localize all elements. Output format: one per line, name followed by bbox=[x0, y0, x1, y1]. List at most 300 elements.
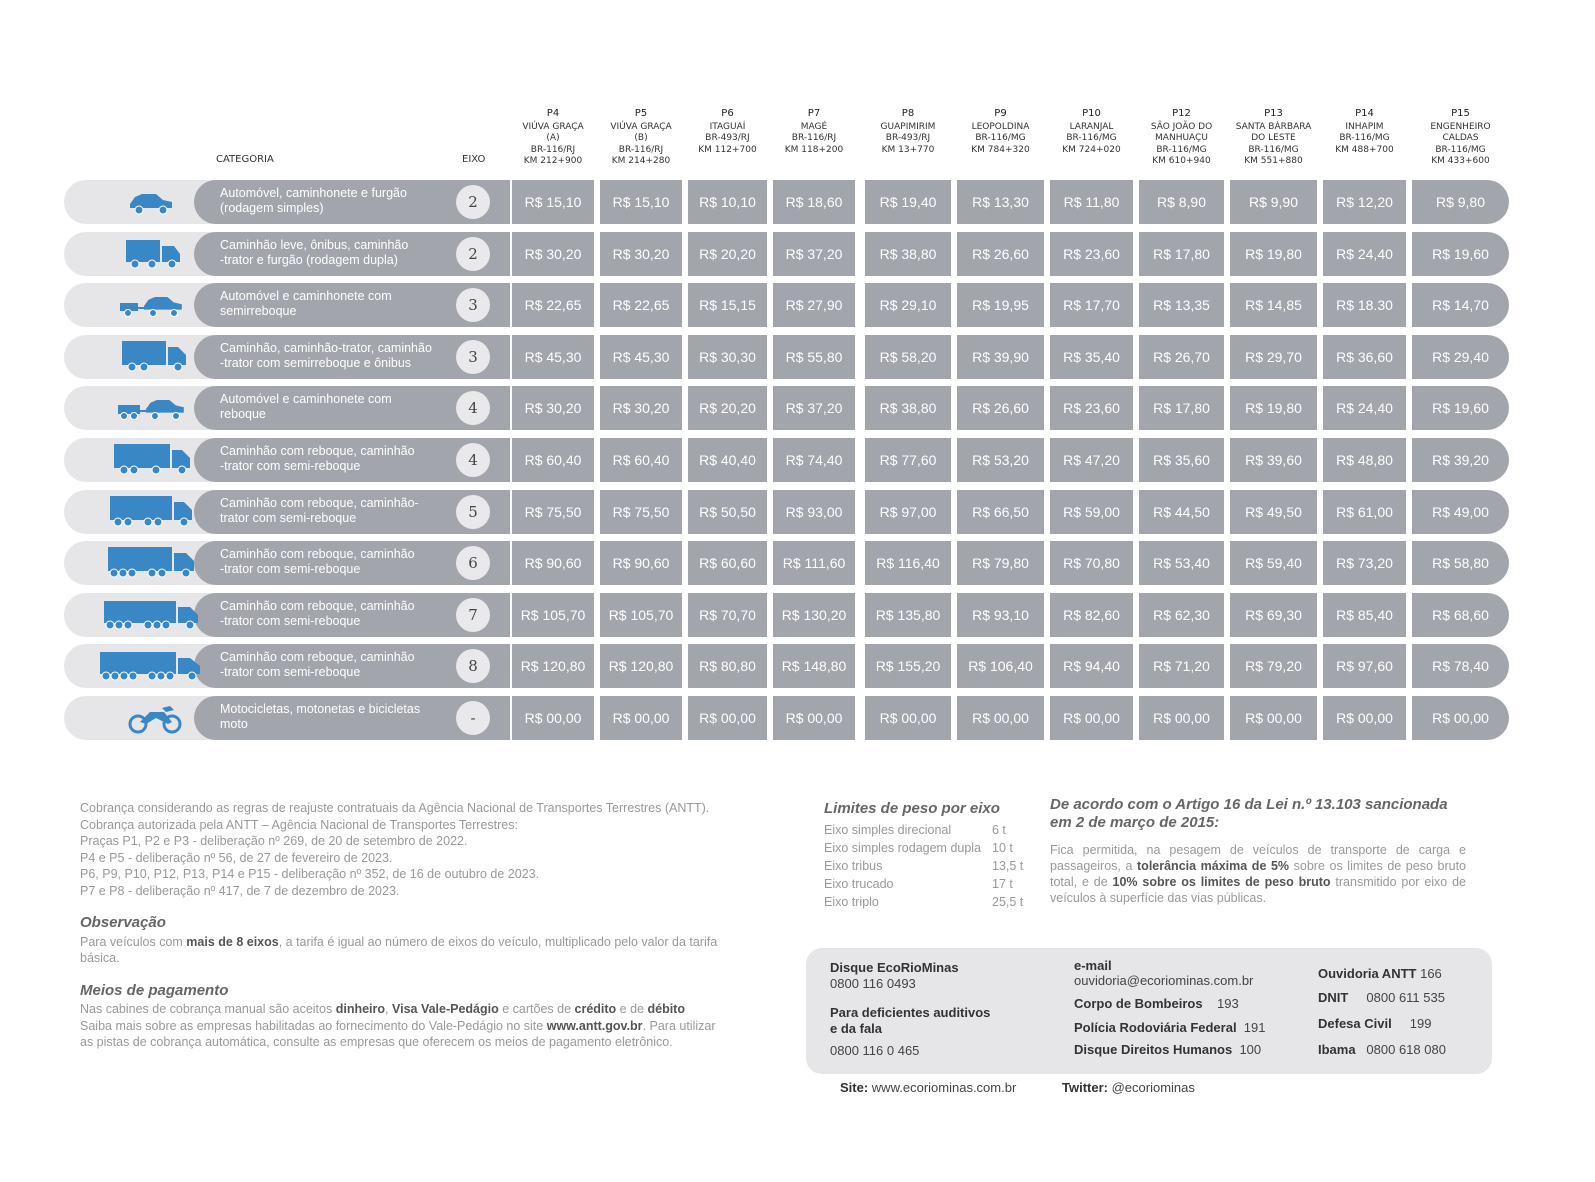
price-cell-p5: R$ 90,60 bbox=[600, 541, 682, 585]
weight-limit-row bbox=[824, 893, 1034, 911]
price-cell-p7: R$ 111,60 bbox=[773, 541, 855, 585]
price-cell-p12: R$ 35,60 bbox=[1139, 438, 1224, 482]
observation-text: Para veículos com mais de 8 eixos, a tarifa é igual ao número de eixos do veículo, multiplicado pelo valor da tarifa básica. bbox=[80, 934, 718, 965]
price-cell-p5: R$ 30,20 bbox=[600, 232, 682, 276]
column-header-p4 bbox=[512, 108, 594, 168]
column-header-p5 bbox=[600, 108, 682, 168]
price-cell-p12: R$ 62,30 bbox=[1139, 593, 1224, 637]
row-category bbox=[220, 392, 450, 422]
table-row bbox=[64, 232, 1539, 276]
toll-code: P9 bbox=[994, 108, 1007, 119]
row-axle-count: 2 bbox=[456, 185, 490, 219]
row-category-line: Motocicletas, motonetas e bicicletas bbox=[220, 702, 421, 716]
column-header-p13 bbox=[1230, 108, 1317, 168]
row-category-line: Automóvel, caminhonete e furgão bbox=[220, 186, 407, 200]
row-category-line: reboque bbox=[220, 407, 266, 422]
table-row bbox=[64, 696, 1539, 740]
price-cell-p10: R$ 00,00 bbox=[1050, 696, 1133, 740]
price-cell-p8: R$ 38,80 bbox=[865, 386, 951, 430]
toll-road: BR-116/RJ bbox=[530, 144, 576, 155]
email-label: e-mail bbox=[1074, 958, 1112, 973]
note-lines bbox=[80, 800, 720, 899]
price-cell-p12: R$ 13,35 bbox=[1139, 283, 1224, 327]
disque-block bbox=[830, 960, 959, 992]
price-cell-p8: R$ 19,40 bbox=[865, 180, 951, 224]
price-cell-p5: R$ 00,00 bbox=[600, 696, 682, 740]
toll-road: BR-493/RJ bbox=[885, 133, 931, 143]
toll-km: KM 551+880 bbox=[1244, 156, 1303, 166]
row-category-line: -trator e furgão (rodagem dupla) bbox=[220, 252, 398, 267]
price-cell-p5: R$ 105,70 bbox=[600, 593, 682, 637]
motorcycle-icon bbox=[90, 702, 200, 734]
table-row bbox=[64, 283, 1539, 327]
price-cell-p15: R$ 78,40 bbox=[1412, 644, 1509, 688]
email-link[interactable]: ouvidoria@ecoriominas.com.br bbox=[1074, 973, 1254, 988]
bombeiros-line: Corpo de Bombeiros 193 bbox=[1074, 996, 1239, 1011]
email-block bbox=[1074, 958, 1253, 988]
payment-title: Meios de pagamento bbox=[80, 981, 229, 999]
truck-7-axle-icon bbox=[90, 599, 200, 631]
price-cell-p15: R$ 9,80 bbox=[1412, 180, 1509, 224]
price-cell-p6: R$ 40,40 bbox=[688, 438, 767, 482]
column-header-p6 bbox=[688, 108, 767, 156]
price-cell-p5: R$ 45,30 bbox=[600, 335, 682, 379]
price-cell-p5: R$ 75,50 bbox=[600, 490, 682, 534]
toll-km: KM 118+200 bbox=[784, 144, 844, 155]
toll-name: SÃO JOÃO DO bbox=[1150, 121, 1213, 132]
toll-km: KM 433+600 bbox=[1431, 156, 1490, 166]
toll-road: BR-493/RJ bbox=[705, 133, 750, 143]
row-axle-count: 3 bbox=[456, 288, 490, 322]
price-cell-p15: R$ 19,60 bbox=[1412, 386, 1509, 430]
price-cell-p10: R$ 11,80 bbox=[1050, 180, 1133, 224]
toll-km: KM 212+900 bbox=[523, 156, 583, 166]
toll-road: BR-116/MG bbox=[975, 133, 1026, 143]
price-cell-p6: R$ 70,70 bbox=[688, 593, 767, 637]
price-cell-p5: R$ 30,20 bbox=[600, 386, 682, 430]
row-category-line: Caminhão com reboque, caminhão bbox=[220, 650, 415, 665]
price-cell-p14: R$ 61,00 bbox=[1323, 490, 1406, 534]
row-axle-count: 4 bbox=[456, 391, 490, 425]
price-cell-p12: R$ 00,00 bbox=[1139, 696, 1224, 740]
toll-code: P5 bbox=[634, 108, 648, 119]
weight-limits-title: Limites de peso por eixo bbox=[824, 800, 1000, 817]
price-cell-p12: R$ 53,40 bbox=[1139, 541, 1224, 585]
row-axle-count: - bbox=[456, 701, 490, 735]
row-category-line: semirreboque bbox=[220, 304, 297, 319]
weight-limit-row bbox=[824, 839, 1034, 857]
car-semitrailer-icon bbox=[90, 289, 200, 321]
price-cell-p8: R$ 116,40 bbox=[865, 541, 951, 585]
price-cell-p10: R$ 94,40 bbox=[1050, 644, 1133, 688]
weight-limit-label: Eixo tribus bbox=[824, 859, 883, 873]
price-cell-p9: R$ 26,60 bbox=[957, 386, 1044, 430]
car-icon bbox=[90, 186, 200, 218]
row-category-line: Caminhão, caminhão-trator, caminhão bbox=[220, 340, 432, 355]
price-cell-p9: R$ 39,90 bbox=[957, 335, 1044, 379]
price-cell-p12: R$ 71,20 bbox=[1139, 644, 1224, 688]
price-cell-p13: R$ 49,50 bbox=[1230, 490, 1317, 534]
price-cell-p7: R$ 37,20 bbox=[773, 386, 855, 430]
site-link[interactable]: www.ecoriominas.com.br bbox=[871, 1080, 1017, 1095]
truck-8-axle-icon bbox=[90, 650, 200, 682]
light-truck-icon bbox=[90, 238, 200, 270]
toll-name: SANTA BÁRBARA bbox=[1235, 121, 1312, 132]
table-row bbox=[64, 541, 1539, 585]
note-line: P4 e P5 - deliberação nº 56, de 27 de fevereiro de 2023. bbox=[80, 850, 393, 865]
column-header-p8 bbox=[865, 108, 951, 156]
column-header-p15 bbox=[1412, 108, 1509, 168]
price-cell-p15: R$ 49,00 bbox=[1412, 490, 1509, 534]
price-cell-p5: R$ 60,40 bbox=[600, 438, 682, 482]
price-cell-p12: R$ 44,50 bbox=[1139, 490, 1224, 534]
price-cell-p15: R$ 19,60 bbox=[1412, 232, 1509, 276]
price-cell-p4: R$ 22,65 bbox=[512, 283, 594, 327]
price-cell-p12: R$ 26,70 bbox=[1139, 335, 1224, 379]
toll-km: KM 784+320 bbox=[971, 144, 1030, 155]
price-cell-p4: R$ 45,30 bbox=[512, 335, 594, 379]
price-cell-p6: R$ 20,20 bbox=[688, 232, 767, 276]
regulation-notes bbox=[80, 800, 720, 1051]
row-category-line: -trator com semirreboque e ônibus bbox=[220, 355, 412, 370]
price-cell-p10: R$ 82,60 bbox=[1050, 593, 1133, 637]
row-axle-count: 4 bbox=[456, 443, 490, 477]
weight-limit-label: Eixo simples rodagem dupla bbox=[824, 841, 982, 855]
toll-km: KM 214+280 bbox=[611, 156, 671, 166]
note-line: P6, P9, P10, P12, P13, P14 e P15 - deliberação nº 352, de 16 de outubro de 2023. bbox=[80, 867, 540, 881]
direitos-humanos-line: Disque Direitos Humanos 100 bbox=[1074, 1042, 1262, 1057]
antt-line: Ouvidoria ANTT 166 bbox=[1318, 966, 1442, 981]
toll-km: KM 13+770 bbox=[881, 144, 935, 155]
price-cell-p9: R$ 13,30 bbox=[957, 180, 1044, 224]
header-categoria: CATEGORIA bbox=[216, 154, 274, 165]
toll-road: BR-116/MG bbox=[1339, 133, 1390, 143]
contact-box bbox=[806, 948, 1492, 1074]
toll-road: BR-116/MG bbox=[1435, 144, 1486, 155]
prf-line: Polícia Rodoviária Federal 191 bbox=[1074, 1020, 1266, 1035]
row-category-line: Caminhão leve, ônibus, caminhão bbox=[220, 237, 409, 252]
price-cell-p13: R$ 69,30 bbox=[1230, 593, 1317, 637]
note-line: P7 e P8 - deliberação nº 417, de 7 de dezembro de 2023. bbox=[80, 883, 400, 898]
price-cell-p7: R$ 55,80 bbox=[773, 335, 855, 379]
dnit-line: DNIT 0800 611 535 bbox=[1318, 990, 1445, 1005]
price-cell-p4: R$ 30,20 bbox=[512, 232, 594, 276]
price-cell-p6: R$ 00,00 bbox=[688, 696, 767, 740]
toll-code: P10 bbox=[1082, 108, 1101, 119]
weight-limit-value: 25,5 t bbox=[992, 895, 1024, 909]
toll-name: (B) bbox=[634, 133, 648, 143]
price-cell-p8: R$ 29,10 bbox=[865, 283, 951, 327]
weight-limit-value: 10 t bbox=[992, 841, 1013, 855]
deaf-phone: 0800 116 0 465 bbox=[830, 1043, 920, 1058]
toll-km: KM 724+020 bbox=[1062, 144, 1121, 155]
column-header-p10 bbox=[1050, 108, 1133, 156]
toll-code: P12 bbox=[1172, 108, 1191, 119]
price-cell-p10: R$ 35,40 bbox=[1050, 335, 1133, 379]
truck-4-axle-icon bbox=[90, 444, 200, 476]
row-category-line: (rodagem simples) bbox=[220, 201, 324, 215]
price-cell-p8: R$ 38,80 bbox=[865, 232, 951, 276]
ibama-line: Ibama 0800 618 080 bbox=[1318, 1042, 1446, 1057]
price-cell-p7: R$ 74,40 bbox=[773, 438, 855, 482]
truck-icon bbox=[90, 341, 200, 373]
price-cell-p14: R$ 85,40 bbox=[1323, 593, 1406, 637]
price-cell-p14: R$ 24,40 bbox=[1323, 232, 1406, 276]
price-cell-p13: R$ 19,80 bbox=[1230, 386, 1317, 430]
row-category-line: Caminhão com reboque, caminhão bbox=[220, 598, 415, 613]
price-cell-p8: R$ 155,20 bbox=[865, 644, 951, 688]
price-cell-p13: R$ 9,90 bbox=[1230, 180, 1317, 224]
price-cell-p15: R$ 39,20 bbox=[1412, 438, 1509, 482]
disque-phone: 0800 116 0493 bbox=[830, 976, 916, 991]
price-cell-p6: R$ 80,80 bbox=[688, 644, 767, 688]
law-text: Fica permitida, na pesagem de veículos de transporte de carga e passageiros, a tolerância máxima de 5% sobre os limites de peso bruto total, e de 10% sobre os limites de peso bruto transmitido por eixo de veículos à superfície das vias públicas. bbox=[1050, 843, 1466, 905]
price-cell-p9: R$ 79,80 bbox=[957, 541, 1044, 585]
column-header-p12 bbox=[1139, 108, 1224, 168]
toll-name: MAGÉ bbox=[800, 121, 828, 132]
price-cell-p13: R$ 19,80 bbox=[1230, 232, 1317, 276]
row-category-line: trator com semi-reboque bbox=[220, 510, 357, 525]
price-cell-p13: R$ 79,20 bbox=[1230, 644, 1317, 688]
table-row bbox=[64, 490, 1539, 534]
row-category-line: Caminhão com reboque, caminhão- bbox=[220, 495, 419, 510]
price-cell-p9: R$ 00,00 bbox=[957, 696, 1044, 740]
toll-code: P15 bbox=[1451, 108, 1470, 119]
price-cell-p10: R$ 23,60 bbox=[1050, 386, 1133, 430]
row-category bbox=[220, 547, 450, 577]
weight-limits-list bbox=[824, 821, 1034, 911]
column-header-p9 bbox=[957, 108, 1044, 156]
price-cell-p5: R$ 22,65 bbox=[600, 283, 682, 327]
price-cell-p7: R$ 27,90 bbox=[773, 283, 855, 327]
toll-code: P14 bbox=[1355, 108, 1374, 119]
row-category-line: -trator com semi-reboque bbox=[220, 613, 361, 628]
weight-limit-row bbox=[824, 875, 1034, 893]
price-cell-p13: R$ 39,60 bbox=[1230, 438, 1317, 482]
price-cell-p7: R$ 148,80 bbox=[773, 644, 855, 688]
toll-name: ITAGUAÍ bbox=[709, 121, 746, 132]
price-cell-p6: R$ 30,30 bbox=[688, 335, 767, 379]
weight-limit-label: Eixo trucado bbox=[824, 877, 894, 891]
price-cell-p15: R$ 58,80 bbox=[1412, 541, 1509, 585]
price-cell-p10: R$ 17,70 bbox=[1050, 283, 1133, 327]
price-cell-p9: R$ 93,10 bbox=[957, 593, 1044, 637]
price-cell-p14: R$ 97,60 bbox=[1323, 644, 1406, 688]
toll-km: KM 610+940 bbox=[1152, 156, 1211, 166]
price-cell-p8: R$ 135,80 bbox=[865, 593, 951, 637]
payment-text: Nas cabines de cobrança manual são aceitos dinheiro, Visa Vale-Pedágio e cartões de crédito e de débito Saiba mais sobre as empresas habilitadas ao fornecimento do Vale-Pedágio no site www.antt.gov.br. Para utilizar as pistas de cobrança automática, consulte as empresas que oferecem os meios de pagamento eletrônico. bbox=[80, 1002, 716, 1049]
price-cell-p10: R$ 23,60 bbox=[1050, 232, 1133, 276]
note-line: Cobrança autorizada pela ANTT – Agência Nacional de Transportes Terrestres: bbox=[80, 817, 518, 832]
price-cell-p14: R$ 00,00 bbox=[1323, 696, 1406, 740]
price-cell-p14: R$ 24,40 bbox=[1323, 386, 1406, 430]
price-cell-p15: R$ 68,60 bbox=[1412, 593, 1509, 637]
price-cell-p4: R$ 120,80 bbox=[512, 644, 594, 688]
row-category bbox=[220, 496, 450, 526]
weight-limit-value: 13,5 t bbox=[992, 859, 1024, 873]
price-cell-p10: R$ 47,20 bbox=[1050, 438, 1133, 482]
car-trailer-icon bbox=[90, 392, 200, 424]
column-header-p14 bbox=[1323, 108, 1406, 156]
price-cell-p7: R$ 00,00 bbox=[773, 696, 855, 740]
row-category-line: -trator com semi-reboque bbox=[220, 562, 361, 577]
price-cell-p13: R$ 29,70 bbox=[1230, 335, 1317, 379]
price-cell-p12: R$ 17,80 bbox=[1139, 232, 1224, 276]
price-cell-p4: R$ 75,50 bbox=[512, 490, 594, 534]
toll-name: MANHUAÇU bbox=[1155, 133, 1208, 143]
toll-road: BR-116/RJ bbox=[791, 133, 837, 143]
table-row bbox=[64, 593, 1539, 637]
price-cell-p10: R$ 59,00 bbox=[1050, 490, 1133, 534]
toll-road: BR-116/MG bbox=[1156, 144, 1207, 155]
deaf-label-1: Para deficientes auditivos bbox=[830, 1005, 991, 1020]
price-cell-p5: R$ 120,80 bbox=[600, 644, 682, 688]
row-category bbox=[220, 444, 450, 474]
price-cell-p10: R$ 70,80 bbox=[1050, 541, 1133, 585]
row-category-line: Caminhão com reboque, caminhão bbox=[220, 547, 415, 562]
column-header-p7 bbox=[773, 108, 855, 156]
toll-name: DO LESTE bbox=[1251, 133, 1296, 143]
toll-km: KM 112+700 bbox=[698, 144, 757, 155]
row-category-line: Automóvel e caminhonete com bbox=[220, 289, 392, 304]
row-category-line: moto bbox=[220, 717, 248, 731]
price-cell-p9: R$ 19,95 bbox=[957, 283, 1044, 327]
price-cell-p14: R$ 18.30 bbox=[1323, 283, 1406, 327]
table-row bbox=[64, 386, 1539, 430]
price-cell-p9: R$ 106,40 bbox=[957, 644, 1044, 688]
law-notice bbox=[1050, 796, 1466, 906]
price-cell-p6: R$ 15,15 bbox=[688, 283, 767, 327]
toll-road: BR-116/MG bbox=[1248, 144, 1299, 155]
weight-limit-value: 6 t bbox=[992, 823, 1006, 837]
price-cell-p13: R$ 59,40 bbox=[1230, 541, 1317, 585]
observation-title: Observação bbox=[80, 914, 166, 931]
price-cell-p8: R$ 58,20 bbox=[865, 335, 951, 379]
row-axle-count: 5 bbox=[456, 495, 490, 529]
toll-name: VIÚVA GRAÇA bbox=[610, 121, 672, 132]
row-category bbox=[220, 289, 450, 319]
toll-code: P7 bbox=[807, 108, 821, 119]
toll-name: GUAPIMIRIM bbox=[880, 121, 936, 132]
price-cell-p4: R$ 15,10 bbox=[512, 180, 594, 224]
price-cell-p9: R$ 66,50 bbox=[957, 490, 1044, 534]
toll-name: (A) bbox=[546, 133, 560, 143]
price-cell-p13: R$ 00,00 bbox=[1230, 696, 1317, 740]
toll-km: KM 488+700 bbox=[1335, 144, 1394, 155]
price-cell-p6: R$ 60,60 bbox=[688, 541, 767, 585]
price-cell-p7: R$ 130,20 bbox=[773, 593, 855, 637]
truck-5-axle-icon bbox=[90, 496, 200, 528]
price-cell-p4: R$ 00,00 bbox=[512, 696, 594, 740]
price-cell-p15: R$ 14,70 bbox=[1412, 283, 1509, 327]
price-cell-p13: R$ 14,85 bbox=[1230, 283, 1317, 327]
row-axle-count: 8 bbox=[456, 649, 490, 683]
toll-name: CALDAS bbox=[1442, 133, 1479, 143]
weight-limit-row bbox=[824, 821, 1034, 839]
toll-name: LEOPOLDINA bbox=[971, 121, 1030, 132]
toll-code: P6 bbox=[721, 108, 734, 119]
disque-label: Disque EcoRioMinas bbox=[830, 960, 959, 975]
row-category bbox=[220, 341, 450, 371]
row-category bbox=[220, 238, 450, 268]
price-cell-p12: R$ 17,80 bbox=[1139, 386, 1224, 430]
toll-code: P4 bbox=[546, 108, 560, 119]
price-cell-p8: R$ 97,00 bbox=[865, 490, 951, 534]
toll-name: ENGENHEIRO bbox=[1430, 121, 1491, 132]
weight-limits bbox=[824, 800, 1034, 911]
price-cell-p14: R$ 73,20 bbox=[1323, 541, 1406, 585]
row-category bbox=[220, 599, 450, 629]
price-cell-p9: R$ 53,20 bbox=[957, 438, 1044, 482]
truck-6-axle-icon bbox=[90, 547, 200, 579]
price-cell-p4: R$ 30,20 bbox=[512, 386, 594, 430]
price-cell-p4: R$ 90,60 bbox=[512, 541, 594, 585]
table-row bbox=[64, 180, 1539, 224]
row-category-line: -trator com semi-reboque bbox=[220, 459, 361, 473]
defesa-civil-line: Defesa Civil 199 bbox=[1318, 1016, 1432, 1031]
weight-limit-row bbox=[824, 857, 1034, 875]
toll-name: INHAPIM bbox=[1345, 121, 1384, 132]
deaf-label-2: e da fala bbox=[830, 1021, 883, 1036]
table-row bbox=[64, 644, 1539, 688]
law-title: De acordo com o Artigo 16 da Lei n.º 13.103 sancionada em 2 de março de 2015: bbox=[1050, 796, 1448, 831]
row-category bbox=[220, 702, 450, 732]
price-cell-p15: R$ 00,00 bbox=[1412, 696, 1509, 740]
price-cell-p14: R$ 36,60 bbox=[1323, 335, 1406, 379]
price-cell-p5: R$ 15,10 bbox=[600, 180, 682, 224]
twitter-line: Twitter: @ecoriominas bbox=[1062, 1080, 1195, 1095]
price-cell-p8: R$ 00,00 bbox=[865, 696, 951, 740]
toll-name: LARANJAL bbox=[1069, 121, 1114, 132]
header-eixo: EIXO bbox=[462, 154, 486, 165]
row-category bbox=[220, 186, 450, 216]
table-row bbox=[64, 438, 1539, 482]
row-category-line: Caminhão com reboque, caminhão bbox=[220, 444, 415, 458]
price-cell-p4: R$ 60,40 bbox=[512, 438, 594, 482]
row-category-line: -trator com semi-reboque bbox=[220, 665, 361, 680]
price-cell-p4: R$ 105,70 bbox=[512, 593, 594, 637]
row-axle-count: 2 bbox=[456, 237, 490, 271]
price-cell-p7: R$ 93,00 bbox=[773, 490, 855, 534]
table-row bbox=[64, 335, 1539, 379]
row-axle-count: 3 bbox=[456, 340, 490, 374]
weight-limit-value: 17 t bbox=[992, 877, 1013, 891]
price-cell-p7: R$ 18,60 bbox=[773, 180, 855, 224]
toll-code: P8 bbox=[901, 108, 915, 119]
row-axle-count: 6 bbox=[456, 546, 490, 580]
price-cell-p15: R$ 29,40 bbox=[1412, 335, 1509, 379]
toll-road: BR-116/RJ bbox=[618, 144, 664, 155]
price-cell-p7: R$ 37,20 bbox=[773, 232, 855, 276]
row-axle-count: 7 bbox=[456, 598, 490, 632]
site-line: Site: www.ecoriominas.com.br bbox=[840, 1080, 1017, 1095]
price-cell-p12: R$ 8,90 bbox=[1139, 180, 1224, 224]
toll-road: BR-116/MG bbox=[1066, 133, 1117, 143]
weight-limit-label: Eixo triplo bbox=[824, 895, 879, 909]
price-cell-p14: R$ 48,80 bbox=[1323, 438, 1406, 482]
deaf-block bbox=[830, 1005, 990, 1059]
price-cell-p9: R$ 26,60 bbox=[957, 232, 1044, 276]
price-cell-p6: R$ 10,10 bbox=[688, 180, 767, 224]
toll-name: VIÚVA GRAÇA bbox=[522, 121, 584, 132]
price-cell-p6: R$ 50,50 bbox=[688, 490, 767, 534]
note-line: Praças P1, P2 e P3 - deliberação nº 269, de 20 de setembro de 2022. bbox=[80, 834, 468, 848]
twitter-link[interactable]: @ecoriominas bbox=[1111, 1080, 1195, 1095]
price-cell-p14: R$ 12,20 bbox=[1323, 180, 1406, 224]
toll-code: P13 bbox=[1264, 108, 1283, 119]
row-category-line: Automóvel e caminhonete com bbox=[220, 392, 392, 407]
row-category bbox=[220, 650, 450, 680]
